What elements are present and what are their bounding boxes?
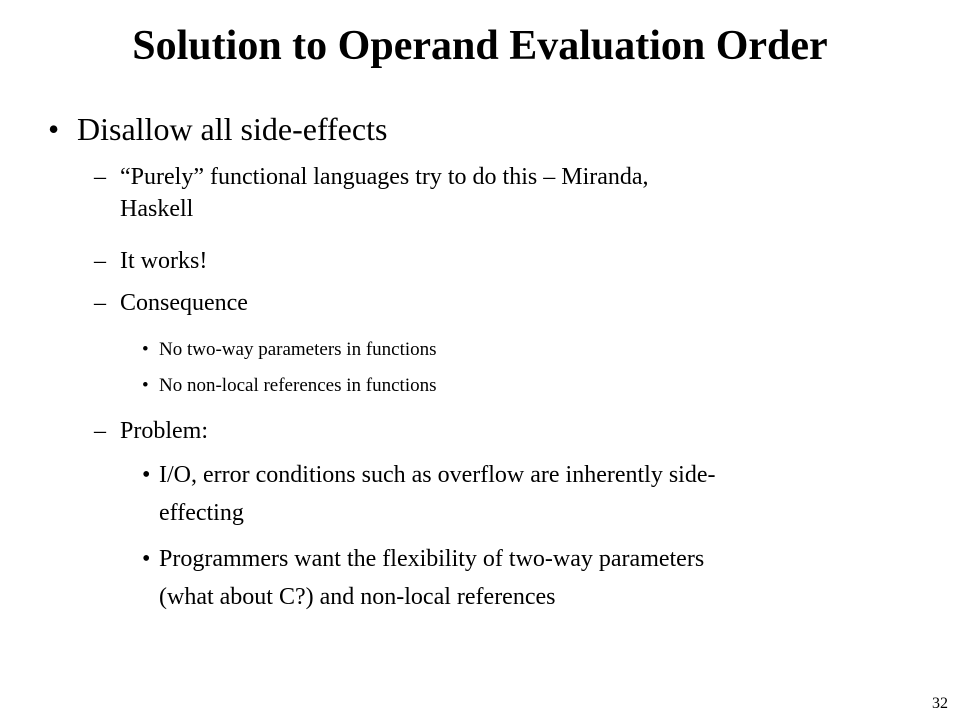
bullet-icon: • xyxy=(142,546,151,572)
bullet-icon: • xyxy=(142,462,151,488)
sub-item-text-line1: “Purely” functional languages try to do this – Miranda, xyxy=(120,164,649,190)
sub-bullet-text-line2: effecting xyxy=(159,500,244,526)
sub-bullet-text-line1: Programmers want the flexibility of two-way parameters xyxy=(159,546,705,572)
sub-item-text-line2: Haskell xyxy=(120,196,194,222)
sub-item-text: Problem: xyxy=(120,418,208,444)
sub-bullet-text: No two-way parameters in functions xyxy=(159,339,437,360)
sub-bullet-text-line2: (what about C?) and non-local references xyxy=(159,584,556,610)
bullet-icon: • xyxy=(142,375,149,396)
bullet-icon: • xyxy=(142,339,149,360)
page-number: 32 xyxy=(932,695,948,712)
sub-bullet-text-line1: I/O, error conditions such as overflow are inherently side- xyxy=(159,462,716,488)
bullet-text: Disallow all side-effects xyxy=(77,111,388,147)
bullet-icon: • xyxy=(48,111,60,147)
sub-item-text: Consequence xyxy=(120,290,248,316)
dash-icon: – xyxy=(94,290,106,316)
slide-title: Solution to Operand Evaluation Order xyxy=(132,23,828,69)
dash-icon: – xyxy=(94,418,106,444)
sub-item-text: It works! xyxy=(120,248,208,274)
sub-bullet-text: No non-local references in functions xyxy=(159,375,437,396)
dash-icon: – xyxy=(94,164,106,190)
dash-icon: – xyxy=(94,248,106,274)
